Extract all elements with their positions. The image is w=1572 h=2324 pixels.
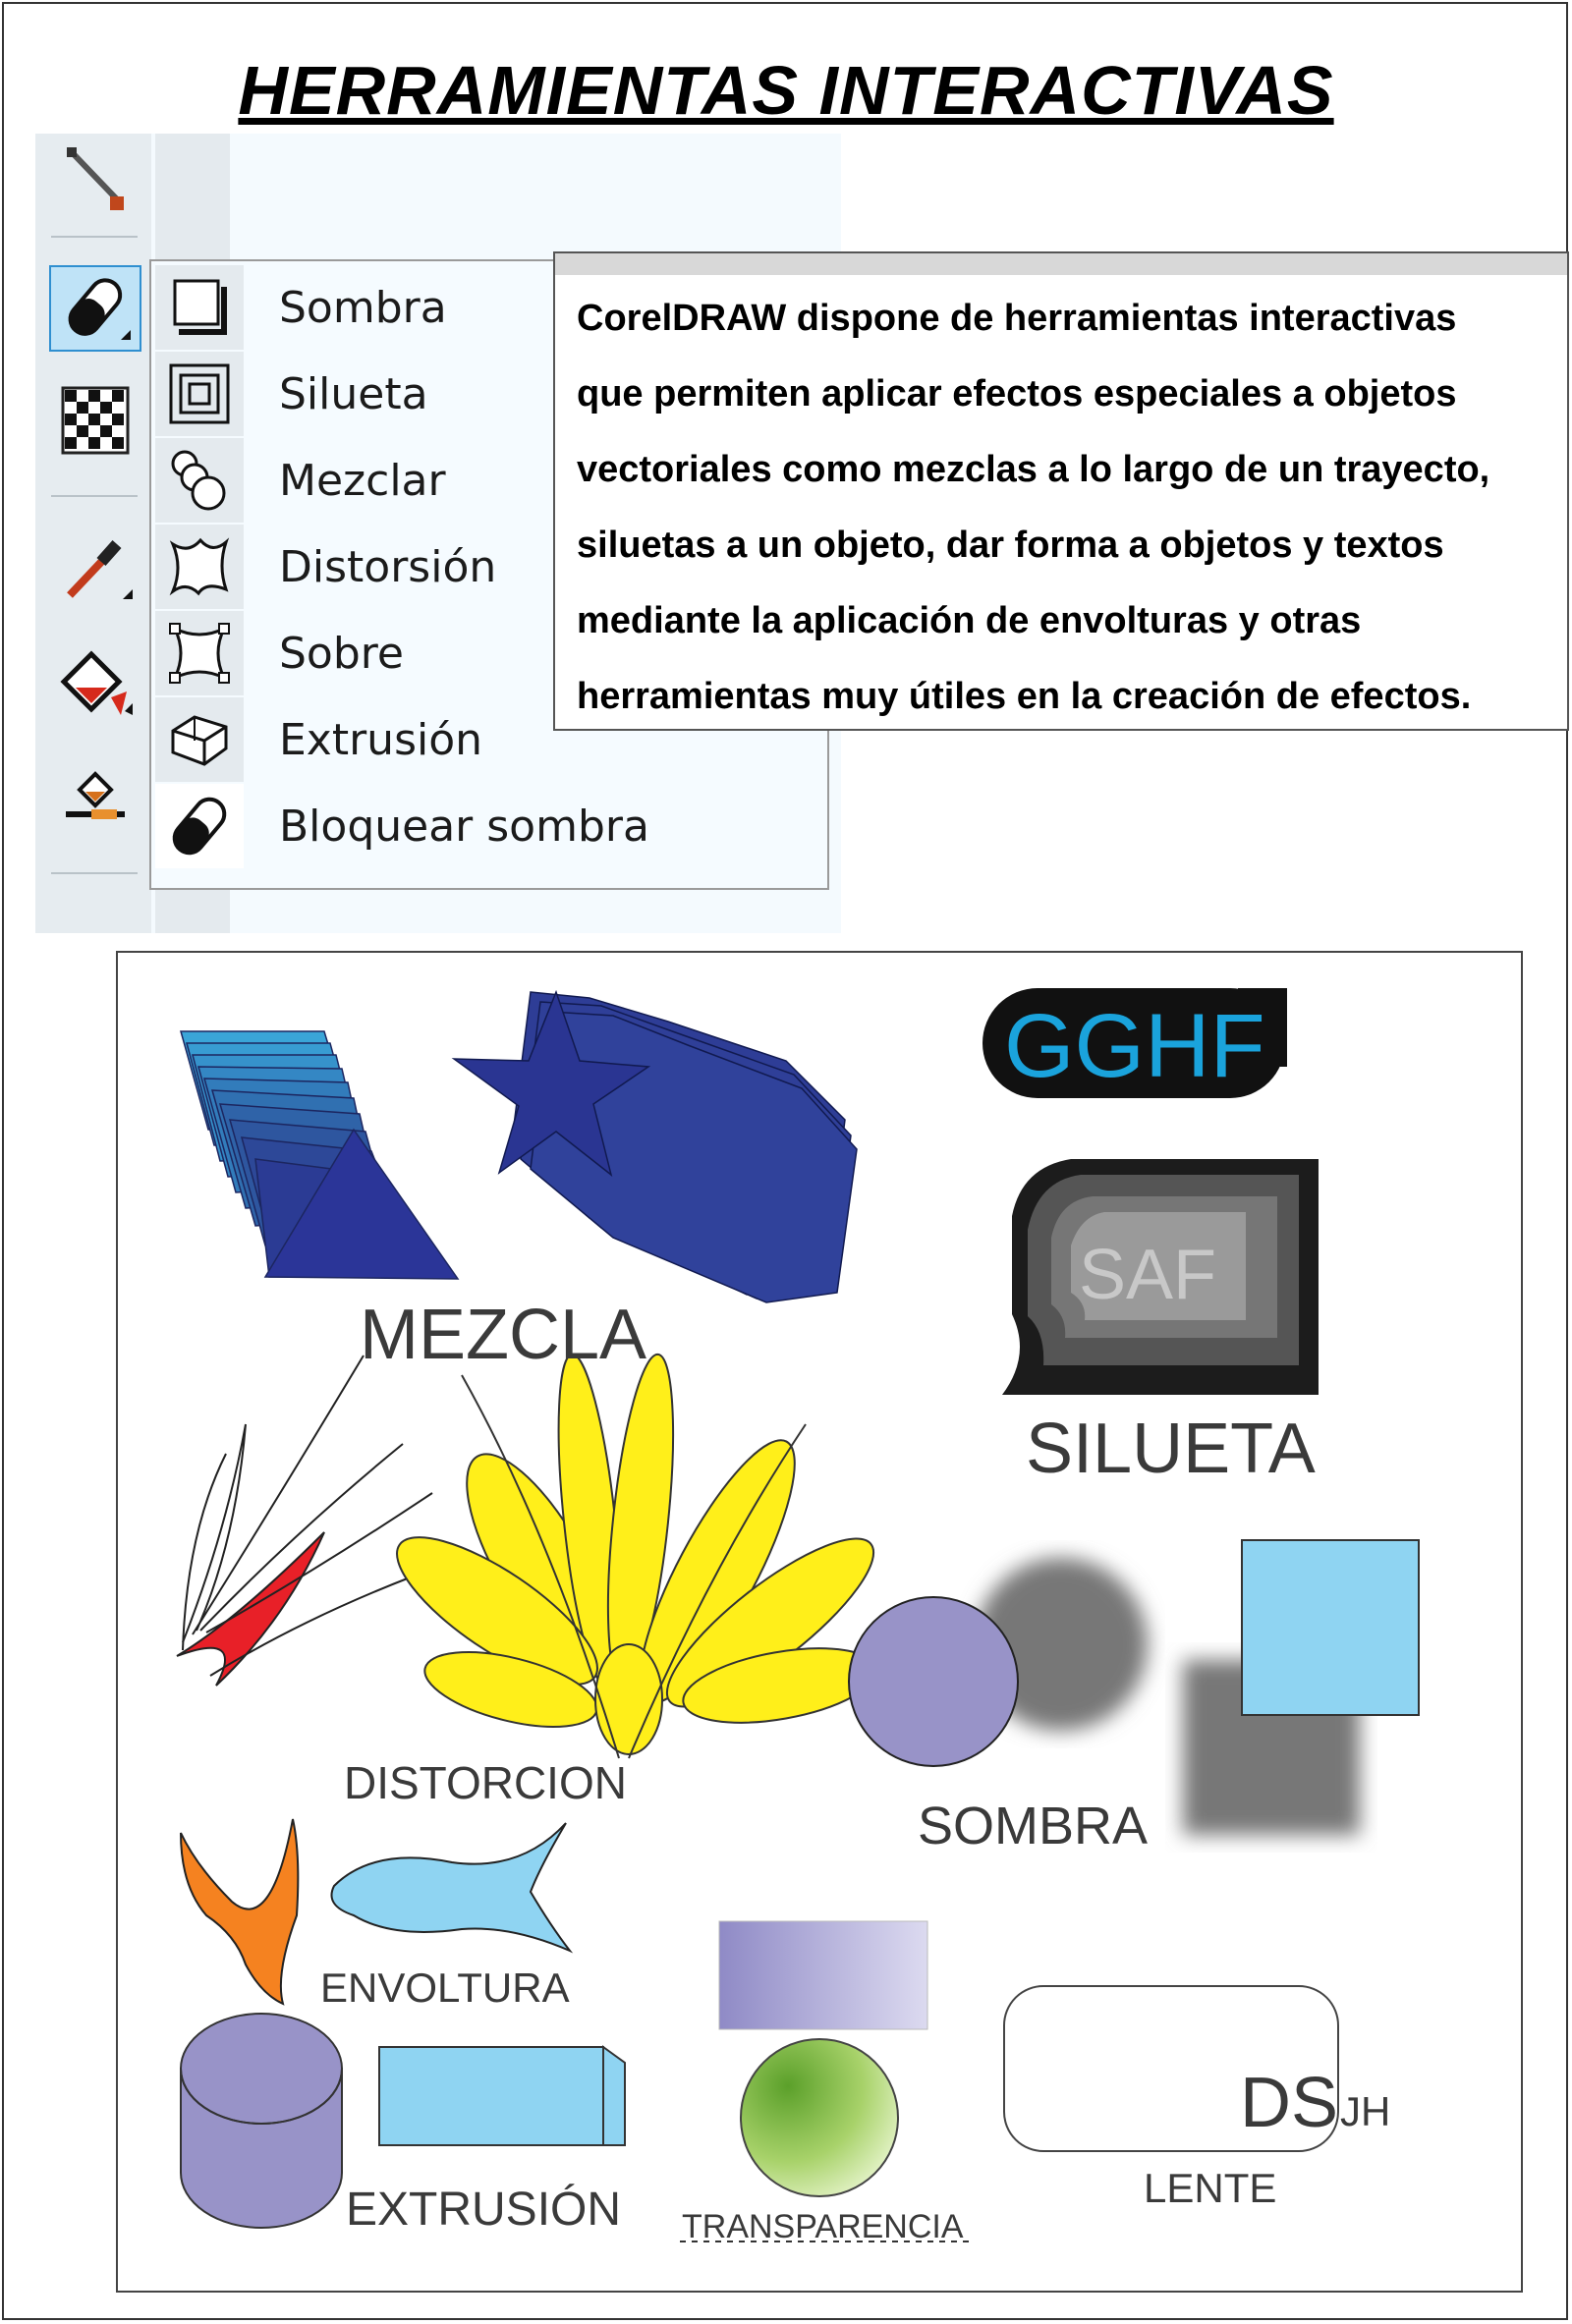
description-line: vectoriales como mezclas a lo largo de un trayecto, <box>577 449 1490 490</box>
shadow-example <box>849 1540 1419 1835</box>
flyout-item-label: Bloquear sombra <box>279 801 649 852</box>
label-mezcla: MEZCLA <box>360 1296 647 1374</box>
flyout-item-label: Distorsión <box>279 541 497 592</box>
contour-text-saf: SAF <box>1079 1236 1217 1314</box>
blend-example-stars <box>454 992 857 1302</box>
lens-text-jh: JH <box>1340 2088 1391 2134</box>
description-line: CorelDRAW dispone de herramientas interactivas <box>577 298 1457 339</box>
label-silueta: SILUETA <box>1026 1410 1316 1488</box>
blend-example-rectangles <box>181 1031 458 1279</box>
description-line: mediante la aplicación de envolturas y otras <box>577 600 1362 641</box>
label-sombra: SOMBRA <box>918 1797 1149 1855</box>
page-title: HERRAMIENTAS INTERACTIVAS <box>238 52 1334 129</box>
label-extrusion: EXTRUSIÓN <box>346 2184 622 2236</box>
label-distorcion: DISTORCION <box>344 1757 627 1808</box>
label-transparencia: TRANSPARENCIA <box>682 2208 964 2245</box>
contour-text-gghf: GGHF <box>1004 996 1265 1096</box>
lens-text-ds: DS <box>1240 2064 1339 2142</box>
transparency-example <box>680 1921 973 2241</box>
contour-example-saf <box>1002 1159 1319 1395</box>
contour-example-gghf <box>982 988 1287 1098</box>
description-line: herramientas muy útiles en la creación de efectos. <box>577 676 1472 717</box>
description-line: que permiten aplicar efectos especiales a objetos <box>577 373 1457 415</box>
flyout-item-label: Extrusión <box>279 714 483 765</box>
label-envoltura: ENVOLTURA <box>320 1964 570 2011</box>
label-lente: LENTE <box>1144 2165 1277 2211</box>
flyout-item-label: Sobre <box>279 628 404 679</box>
description-line: siluetas a un objeto, dar forma a objetos y textos <box>577 525 1444 566</box>
distort-example-red <box>177 1356 452 1686</box>
distort-example-yellow <box>377 1352 894 1758</box>
flyout-item-label: Sombra <box>279 282 447 333</box>
flyout-item-label: Silueta <box>279 368 428 419</box>
flyout-item-label: Mezclar <box>279 455 446 506</box>
